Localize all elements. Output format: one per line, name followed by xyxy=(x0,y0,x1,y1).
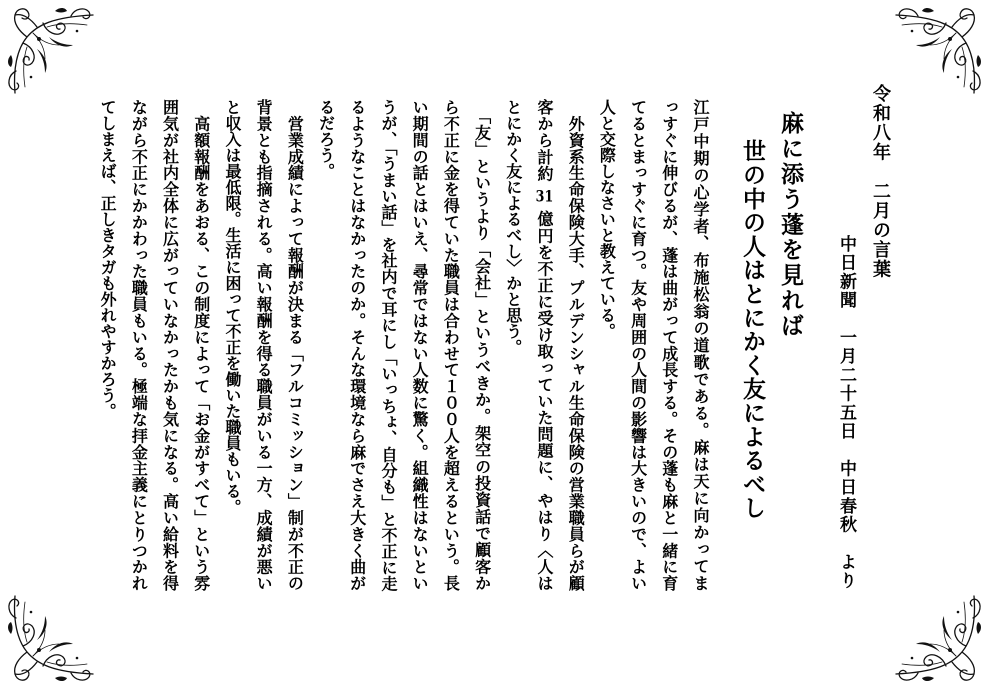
body-line: 背景とも指摘される。高い報酬を得る職員がいる一方、成績が悪い xyxy=(254,99,274,591)
body-line: うが、「うまい話」を社内で耳にし「いっちょ、自分も」と不正に走 xyxy=(378,99,398,591)
body-line: 客から計約 31 億円を不正に受け取っていた問題に、やはり〈人は xyxy=(534,99,554,591)
body-line: 人と交際しなさいと教えている。 xyxy=(597,99,617,339)
poem-line-1: 麻に添う蓬を見れば xyxy=(777,111,804,339)
flourish-top-right-icon xyxy=(894,3,986,95)
body-line: とにかく友によるべし〉かと思う。 xyxy=(503,99,523,355)
body-line: てるとまっすぐに育つ。友や周囲の人間の影響は大きいので、よい xyxy=(628,99,648,591)
body-line: 高額報酬をあおる、この制度によって「お金がすべて」という雰 xyxy=(191,99,211,591)
poem-line-2: 世の中の人はとにかく友によるべし xyxy=(739,139,766,520)
body-line: と収入は最低限。生活に困って不正を働いた職員もいる。 xyxy=(222,99,242,515)
body-line: てしまえば、正しきタガも外れやすかろう。 xyxy=(98,99,118,419)
body-line: ながら不正にかかわった職員もいる。極端な拝金主義にとりつかれ xyxy=(129,99,149,591)
header-title: 令和八年 二月の言葉 xyxy=(870,84,891,279)
body-line: い期間の話とはいえ、尋常ではない人数に驚く。組織性はないとい xyxy=(410,99,430,591)
body-line: ら不正に金を得ていた職員は合わせて１００人を超えるという。長 xyxy=(441,99,461,591)
upright-number: 31 xyxy=(535,187,554,204)
body-line: 「友」というより「会社」というべきか。架空の投資話で顧客か xyxy=(472,99,492,591)
body-line: っすぐに伸びるが、蓬は曲がって成長する。その蓬も麻と一緒に育 xyxy=(659,99,679,591)
body-line: るようなことはなかったのか。そんな環境なら麻でさえ大きく曲が xyxy=(347,99,367,591)
article-body xyxy=(92,99,716,594)
flourish-bottom-left-icon xyxy=(3,594,95,686)
body-line: 営業成績によって報酬が決まる「フルコミッション」制が不正の xyxy=(285,99,305,591)
flourish-bottom-right-icon xyxy=(894,594,986,686)
body-line: 囲気が社内全体に広がっていなかったかも気になる。高い給料を得 xyxy=(160,99,180,591)
source-credit: 中日新聞 一月二十五日 中日春秋 より xyxy=(836,235,856,591)
body-line: るだろう。 xyxy=(316,99,336,179)
body-line: 外資系生命保険大手、プルデンシャル生命保険の営業職員らが顧 xyxy=(566,99,586,591)
body-line: 江戸中期の心学者、布施松翁の道歌である。麻は天に向かってま xyxy=(691,99,710,591)
flourish-top-left-icon xyxy=(3,3,95,95)
